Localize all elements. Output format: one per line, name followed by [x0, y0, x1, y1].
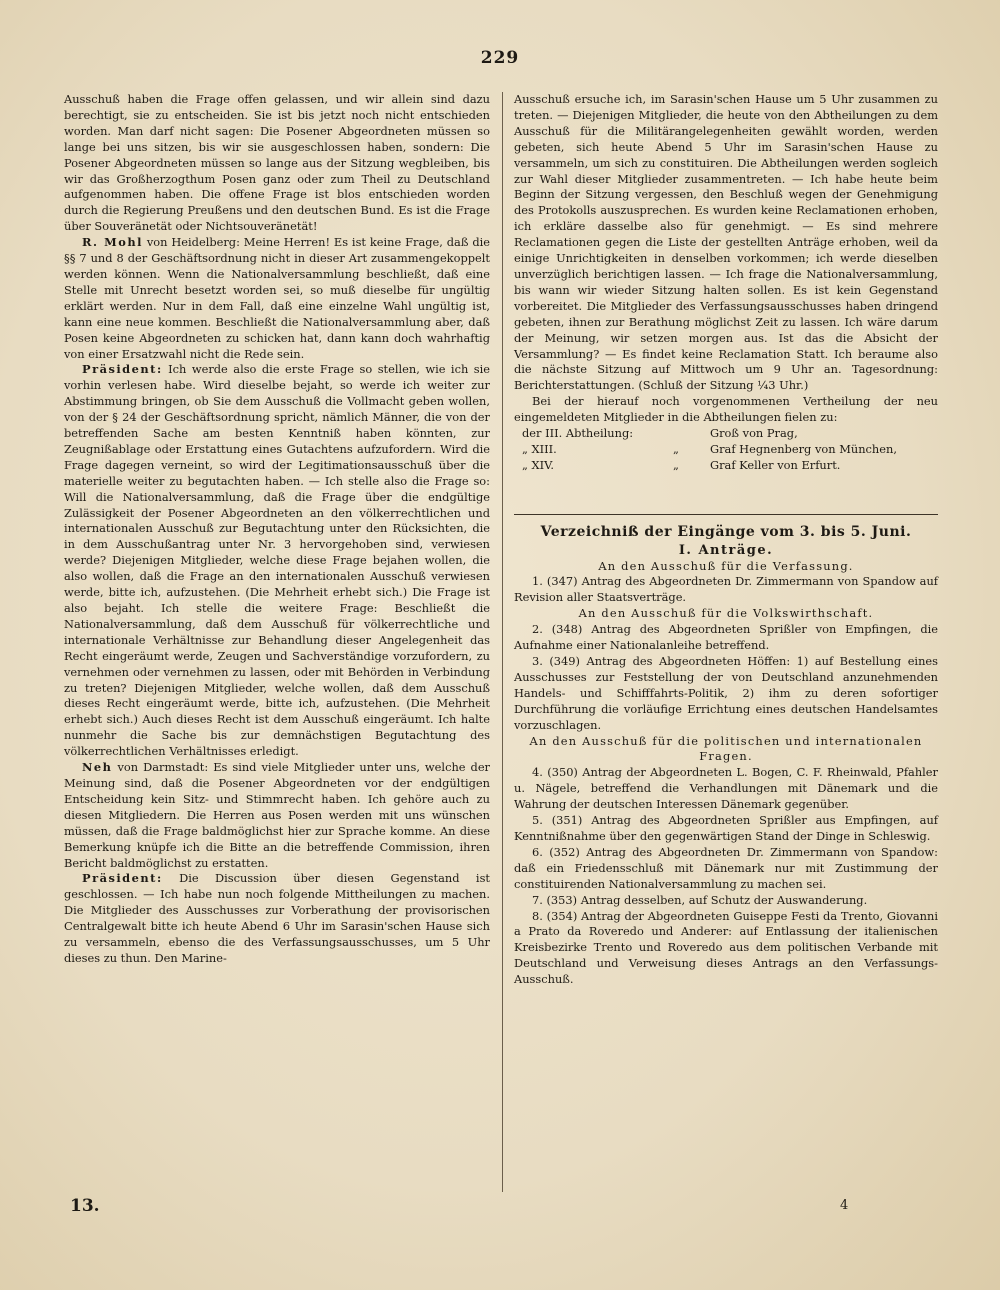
left-column — [64, 92, 490, 967]
proposal-item: 7. (353) Antrag desselben, auf Schutz der Auswanderung. — [532, 892, 868, 907]
distribution-row — [514, 458, 938, 474]
speech-paragraph — [64, 235, 490, 362]
committee-heading: An den Ausschuß für die Volkswirthschaft. — [578, 606, 874, 621]
distribution-dept: „ XIV. — [522, 457, 554, 472]
distribution-ditto — [656, 426, 696, 442]
speech-text: von Darmstadt: Es sind viele Mitglieder unter uns, welche der Meinung sind, daß die Posener Abgeordneten vor der endgültigen Entscheidung kein Sitz- und Stimmrecht haben. Ich gehöre auch zu diesen Mitgliedern. Die Herren aus Posen werden mit uns wünschen müssen, daß die Frage baldmöglichst hier zur Sprache komme. An diese Bemerkung knüpfe ich die Bitte an die betreffende Commission, ihren Bericht baldmöglichst zu erstatten. — [64, 760, 491, 870]
speaker-name: Präsident: — [82, 362, 163, 377]
distribution-dept: der III. Abtheilung: — [522, 426, 634, 441]
committee-heading: An den Ausschuß für die politischen und internationalen Fragen. — [529, 733, 923, 764]
section-title: Verzeichniß der Eingänge vom 3. bis 5. Juni. — [540, 523, 912, 540]
speech-paragraph — [64, 871, 490, 966]
distribution-name: Groß von Prag, — [710, 426, 798, 441]
column-divider — [502, 92, 503, 1192]
speaker-name: R. Mohl — [82, 235, 143, 250]
distribution-list — [514, 426, 938, 474]
committee-heading: An den Ausschuß für die Verfassung. — [598, 558, 854, 573]
continuation-paragraph: Ausschuß haben die Frage offen gelassen, und wir allein sind dazu berechtigt, sie zu entscheiden. Sie ist bis jetzt noch nicht entschieden worden. Man darf nicht sagen: Die Posener Abgeordneten müssen so lange bei uns sitzen, bis wir sie ausgeschlossen haben, sondern: Die Posener Abgeordneten müssen so lange aus der Sitzung wegbleiben, bis wir das Großherzogthum Posen ganz oder zum Theil zu Deutschland aufgenommen haben. Die offene Frage ist blos entschieden worden durch die Regierung Preußens und den deutschen Bund. Es ist die Frage über Souveränetät oder Nichtsouveränetät! — [64, 92, 490, 234]
right-continuation-paragraph: Ausschuß ersuche ich, im Sarasin'schen Hause um 5 Uhr zusammen zu treten. — Diejenigen Mitglieder, die heute von den Abtheilungen zu dem Ausschuß für die Militärangelegenheiten gewählt worden, werden gebeten, sich heute Abend 5 Uhr im Sarasin'schen Hause zu versammeln, um sich zu constituiren. Die Abtheilungen werden sogleich zur Wahl dieser Mitglieder zusammentreten. — Ich habe heute beim Beginn der Sitzung vergessen, den Beschluß wegen der Genehmigung des Protokolls auszusprechen. Es wurden keine Reclamationen erhoben, ich erkläre dasselbe also für genehmigt. — Es sind mehrere Reclamationen gegen die Liste der gestellten Anträge erhoben, weil da einige Unrichtigkeiten in denselben vorkommen; ich werde dieselben unverzüglich berichtigen lassen. — Ich frage die Nationalversammlung, bis wann wir wieder Sitzung halten sollen. Es ist kein Gegenstand vorbereitet. Die Mitglieder des Verfassungsausschusses haben dringend gebeten, ihnen zur Berathung möglichst Zeit zu lassen. Ich wäre darum der Meinung, wir setzen morgen aus. Ist das die Absicht der Versammlung? — Es findet keine Reclamation Statt. Ich beraume also die nächste Sitzung auf Mittwoch um 9 Uhr an. Tagesordnung: Berichterstattungen. (Schluß der Sitzung ¼3 Uhr.) — [514, 92, 938, 393]
speaker-name: Präsident: — [82, 871, 163, 886]
distribution-row — [514, 426, 938, 442]
distribution-name: Graf Hegnenberg von München, — [710, 441, 897, 456]
proposal-item: 3. (349) Antrag des Abgeordneten Höffen: 1) auf Bestellung eines Ausschusses zur Feststellung der von Deutschland anzunehmenden Handels- und Schifffahrts-Politik, 2) ihm zu deren sofortiger Durchführung die vorläufige Errichtung eines deutschen Handelsamtes vorzuschlagen. — [514, 654, 938, 732]
speech-text: Die Discussion über diesen Gegenstand ist geschlossen. — Ich habe nun noch folgende Mittheilungen zu machen. Die Mitglieder des Ausschusses zur Vorberathung der provisorischen Centralgewalt bitte ich heute Abend 6 Uhr im Sarasin'schen Hause sich zu versammeln, ebenso die des Verfassungsausschusses, um 5 Uhr dieses zu thun. Den Marine- — [64, 871, 490, 965]
speech-paragraph — [64, 760, 490, 871]
distribution-dept: „ XIII. — [522, 441, 557, 456]
signature-mark-right: 4 — [840, 1198, 849, 1213]
proposal-item: 4. (350) Antrag der Abgeordneten L. Bogen, C. F. Rheinwald, Pfahler u. Nägele, betreffend die Verhandlungen mit Dänemark und die Wahrung der deutschen Interessen Dänemark gegenüber. — [514, 765, 938, 812]
speech-text: Ich werde also die erste Frage so stellen, wie ich sie vorhin verlesen habe. Wird dieselbe bejaht, so werde ich weiter zur Abstimmung bringen, ob Sie dem Ausschuß die Vollmacht geben wollen, von der § 24 der Geschäftsordnung spricht, nämlich Männer, die von der betreffenden Sache am besten Kenntniß haben könnten, zur Zeugnißablage oder Erstattung eines Gutachtens aufzufordern. Wird die Frage dagegen verneint, so wird der Legitimationsausschuß über die materielle weiter zu begutachten haben. — Ich stelle also die Frage so: Will die Nationalversammlung, daß die Frage über die endgültige Zulässigkeit der Posener Abgeordneten an den völkerrechtlichen und internationalen Ausschuß zur Begutachtung unter den Rücksichten, die in dem Ausschußantrag unter Nr. 3 hervorgehoben sind, verwiesen werde? Diejenigen Mitglieder, welche diese Frage bejahen wollen, die also wollen, daß die Frage an den internationalen Ausschuß verwiesen werde, bitte ich, aufzustehen. (Die Mehrheit erhebt sich.) Die Frage ist also bejaht. Ich stelle die weitere Frage: Beschließt die Nationalversammlung, daß dem Ausschuß für völkerrechtliche und internationale Verhältnisse zur Behandlung dieser Angelegenheit das Recht eingeräumt werde, Zeugen und Sachverständige vorzufordern, zu vernehmen oder vernehmen zu lassen, oder mit Behörden in Verbindung zu treten? Diejenigen Mitglieder, welche wollen, daß dem Ausschuß dieses Recht eingeräumt werde, bitte ich, aufzustehen. (Die Mehrheit erhebt sich.) Auch dieses Recht ist dem Ausschuß eingeräumt. Ich halte nunmehr die Sache bis zur demnächstigen Begutachtung des völkerrechtlichen Verhältnisses erledigt. — [64, 362, 490, 759]
distribution-ditto: „ — [673, 441, 679, 456]
proposals-list — [514, 559, 938, 988]
proposal-item: 5. (351) Antrag des Abgeordneten Sprißler aus Empfingen, auf Kenntnißnahme über den gegenwärtigen Stand der Dinge in Schleswig. — [514, 813, 938, 843]
speech-paragraph — [64, 362, 490, 760]
subsection-title: I. Anträge. — [678, 542, 774, 558]
proposal-item: 8. (354) Antrag der Abgeordneten Guiseppe Festi da Trento, Giovanni a Prato da Roveredo und Anderer: auf Entlassung der italienischen Kreisbezirke Trento und Roveredo aus dem politischen Verbande mit Deutschland und Verweisung dieses Antrags an den Verfassungs-Ausschuß. — [514, 908, 938, 987]
proposal-item: 1. (347) Antrag des Abgeordneten Dr. Zimmermann von Spandow auf Revision aller Staatsverträge. — [514, 574, 938, 605]
distribution-row — [514, 442, 938, 458]
proposal-item: 2. (348) Antrag des Abgeordneten Sprißler von Empfingen, die Aufnahme einer Nationalanleihe betreffend. — [514, 622, 938, 653]
signature-mark-left: 13. — [70, 1196, 100, 1216]
proposal-item: 6. (352) Antrag des Abgeordneten Dr. Zimmermann von Spandow: daß ein Friedensschluß mit Dänemark nur mit Zustimmung der constituirenden Nationalversammlung zu machen sei. — [514, 844, 938, 891]
distribution-ditto: „ — [673, 457, 679, 472]
speaker-name: Neh — [82, 760, 113, 775]
speech-text: von Heidelberg: Meine Herren! Es ist keine Frage, daß die §§ 7 und 8 der Geschäftsordnung nicht in dieser Art zusammengekoppelt werden können. Wenn die Nationalversammlung beschließt, daß eine Stelle mit Unrecht besetzt worden sei, so muß dieselbe für ungültig erklärt werden. Nur in dem Fall, daß eine einzelne Wahl ungültig ist, kann eine neue kommen. Beschließt die Nationalversammlung aber, daß Posen keine Abgeordneten zu schicken hat, dann kann doch wahrhaftig von einer Ersatzwahl nicht die Rede sein. — [64, 235, 490, 361]
distribution-name: Graf Keller von Erfurt. — [710, 457, 841, 472]
distribution-intro: Bei der hierauf noch vorgenommenen Vertheilung der neu eingemeldeten Mitglieder in die Abtheilungen fielen zu: — [514, 394, 938, 425]
page-number: 229 — [480, 48, 520, 68]
right-column — [514, 92, 938, 988]
section-divider — [514, 514, 938, 515]
